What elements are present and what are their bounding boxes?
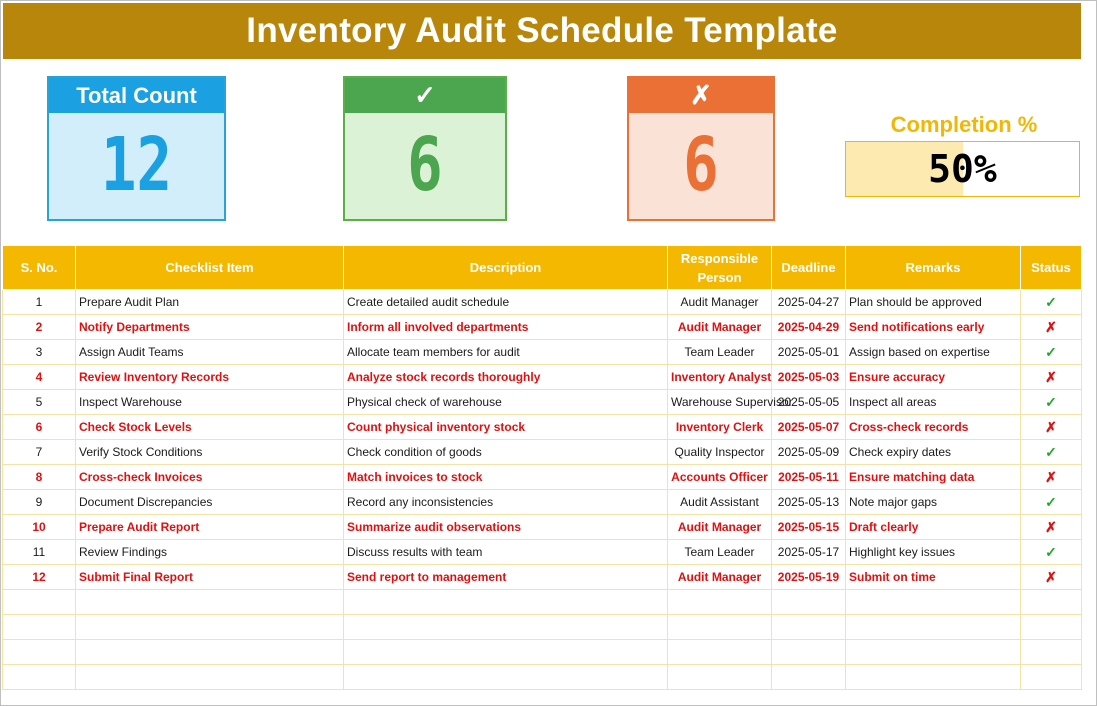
cell-checklist-item[interactable]: Document Discrepancies — [76, 490, 344, 515]
page-title: Inventory Audit Schedule Template — [3, 3, 1081, 59]
cell-sno[interactable]: 1 — [3, 290, 76, 315]
table-row[interactable] — [3, 490, 1082, 515]
empty-cell[interactable] — [1021, 640, 1082, 665]
cell-remarks[interactable]: Inspect all areas — [846, 390, 1021, 415]
empty-cell[interactable] — [1021, 590, 1082, 615]
empty-cell[interactable] — [76, 640, 344, 665]
header-sno[interactable]: S. No. — [3, 246, 76, 290]
cell-remarks[interactable]: Plan should be approved — [846, 290, 1021, 315]
status-cross-icon[interactable]: ✗ — [1021, 415, 1082, 440]
cell-checklist-item[interactable]: Review Findings — [76, 540, 344, 565]
completion-label: Completion % — [890, 112, 1038, 137]
empty-cell[interactable] — [76, 590, 344, 615]
cell-remarks[interactable]: Submit on time — [846, 565, 1021, 590]
cell-description[interactable]: Inform all involved departments — [344, 315, 668, 340]
status-check-icon[interactable]: ✓ — [1021, 390, 1082, 415]
status-cross-icon[interactable]: ✗ — [1021, 315, 1082, 340]
header-status[interactable]: Status — [1021, 246, 1082, 290]
cell-sno[interactable]: 8 — [3, 465, 76, 490]
status-check-icon[interactable]: ✓ — [1021, 290, 1082, 315]
status-check-icon[interactable]: ✓ — [1021, 540, 1082, 565]
cell-checklist-item[interactable]: Prepare Audit Plan — [76, 290, 344, 315]
empty-cell[interactable] — [846, 665, 1021, 690]
empty-cell[interactable] — [1021, 615, 1082, 640]
cell-remarks[interactable]: Draft clearly — [846, 515, 1021, 540]
header-checklist-item[interactable]: Checklist Item — [76, 246, 344, 290]
empty-cell[interactable] — [3, 665, 76, 690]
cell-sno[interactable]: 5 — [3, 390, 76, 415]
cell-deadline[interactable]: 2025-05-13 — [772, 490, 846, 515]
cell-description[interactable]: Summarize audit observations — [344, 515, 668, 540]
cell-checklist-item[interactable]: Notify Departments — [76, 315, 344, 340]
completed-count-value: 6 — [407, 122, 443, 208]
table-row[interactable] — [3, 440, 1082, 465]
empty-cell[interactable] — [772, 590, 846, 615]
cell-remarks[interactable]: Ensure accuracy — [846, 365, 1021, 390]
status-cross-icon[interactable]: ✗ — [1021, 565, 1082, 590]
cell-description[interactable]: Create detailed audit schedule — [344, 290, 668, 315]
cell-deadline[interactable]: 2025-05-19 — [772, 565, 846, 590]
cell-sno[interactable]: 6 — [3, 415, 76, 440]
cell-responsible-person[interactable]: Team Leader — [668, 340, 772, 365]
empty-cell[interactable] — [772, 615, 846, 640]
empty-cell[interactable] — [344, 665, 668, 690]
table-row[interactable] — [3, 340, 1082, 365]
cell-remarks[interactable]: Ensure matching data — [846, 465, 1021, 490]
table-row[interactable] — [3, 290, 1082, 315]
pending-count-card — [627, 76, 775, 221]
cell-description[interactable]: Physical check of warehouse — [344, 390, 668, 415]
empty-cell[interactable] — [772, 640, 846, 665]
table-row[interactable] — [3, 565, 1082, 590]
cell-responsible-person[interactable]: Audit Manager — [668, 565, 772, 590]
cell-checklist-item[interactable]: Check Stock Levels — [76, 415, 344, 440]
header-remarks[interactable]: Remarks — [846, 246, 1021, 290]
empty-row[interactable] — [3, 590, 1082, 615]
cell-description[interactable]: Discuss results with team — [344, 540, 668, 565]
cell-checklist-item[interactable]: Assign Audit Teams — [76, 340, 344, 365]
status-check-icon[interactable]: ✓ — [1021, 490, 1082, 515]
table-row[interactable] — [3, 365, 1082, 390]
cell-sno[interactable]: 9 — [3, 490, 76, 515]
empty-cell[interactable] — [76, 665, 344, 690]
cell-description[interactable]: Record any inconsistencies — [344, 490, 668, 515]
total-count-card — [47, 76, 226, 221]
table-header-row — [3, 246, 1082, 290]
cell-responsible-person[interactable]: Audit Manager — [668, 515, 772, 540]
empty-cell[interactable] — [846, 615, 1021, 640]
table-row[interactable] — [3, 465, 1082, 490]
empty-cell[interactable] — [3, 590, 76, 615]
empty-row[interactable] — [3, 640, 1082, 665]
cell-sno[interactable]: 3 — [3, 340, 76, 365]
cell-deadline[interactable]: 2025-05-05 — [772, 390, 846, 415]
status-cross-icon[interactable]: ✗ — [1021, 365, 1082, 390]
empty-cell[interactable] — [3, 640, 76, 665]
cell-description[interactable]: Count physical inventory stock — [344, 415, 668, 440]
cell-responsible-person[interactable]: Warehouse Supervisor — [668, 390, 772, 415]
cell-description[interactable]: Analyze stock records thoroughly — [344, 365, 668, 390]
cell-responsible-person[interactable]: Audit Manager — [668, 290, 772, 315]
cell-remarks[interactable]: Note major gaps — [846, 490, 1021, 515]
cell-responsible-person[interactable]: Audit Manager — [668, 315, 772, 340]
cell-checklist-item[interactable]: Prepare Audit Report — [76, 515, 344, 540]
total-count-value: 12 — [100, 122, 173, 208]
empty-cell[interactable] — [668, 640, 772, 665]
completed-count-card — [343, 76, 507, 221]
header-deadline[interactable]: Deadline — [772, 246, 846, 290]
cell-responsible-person[interactable]: Inventory Analyst — [668, 365, 772, 390]
status-check-icon[interactable]: ✓ — [1021, 340, 1082, 365]
cell-sno[interactable]: 11 — [3, 540, 76, 565]
cell-deadline[interactable]: 2025-05-07 — [772, 415, 846, 440]
check-icon: ✓ — [345, 78, 505, 113]
empty-cell[interactable] — [668, 590, 772, 615]
cell-responsible-person[interactable]: Inventory Clerk — [668, 415, 772, 440]
cell-deadline[interactable]: 2025-05-09 — [772, 440, 846, 465]
table-row[interactable] — [3, 390, 1082, 415]
empty-cell[interactable] — [76, 615, 344, 640]
cell-checklist-item[interactable]: Verify Stock Conditions — [76, 440, 344, 465]
status-check-icon[interactable]: ✓ — [1021, 440, 1082, 465]
cell-responsible-person[interactable]: Audit Assistant — [668, 490, 772, 515]
cell-responsible-person[interactable]: Accounts Officer — [668, 465, 772, 490]
checklist-table — [2, 245, 1082, 690]
cell-sno[interactable]: 4 — [3, 365, 76, 390]
cell-sno[interactable]: 2 — [3, 315, 76, 340]
cell-remarks[interactable]: Send notifications early — [846, 315, 1021, 340]
cell-sno[interactable]: 7 — [3, 440, 76, 465]
empty-cell[interactable] — [344, 590, 668, 615]
table-row[interactable] — [3, 540, 1082, 565]
empty-cell[interactable] — [1021, 665, 1082, 690]
cell-sno[interactable]: 12 — [3, 565, 76, 590]
cell-remarks[interactable]: Highlight key issues — [846, 540, 1021, 565]
cell-description[interactable]: Check condition of goods — [344, 440, 668, 465]
empty-cell[interactable] — [846, 640, 1021, 665]
empty-cell[interactable] — [3, 615, 76, 640]
empty-cell[interactable] — [344, 615, 668, 640]
completion-value: 50% — [928, 147, 997, 191]
cross-icon: ✗ — [629, 78, 773, 113]
completion-progress-bar — [845, 141, 1080, 197]
table-row[interactable] — [3, 415, 1082, 440]
cell-description[interactable]: Send report to management — [344, 565, 668, 590]
empty-cell[interactable] — [846, 590, 1021, 615]
cell-checklist-item[interactable]: Inspect Warehouse — [76, 390, 344, 415]
cell-remarks[interactable]: Check expiry dates — [846, 440, 1021, 465]
table-row[interactable] — [3, 515, 1082, 540]
empty-row[interactable] — [3, 615, 1082, 640]
empty-cell[interactable] — [772, 665, 846, 690]
empty-cell[interactable] — [668, 665, 772, 690]
header-description[interactable]: Description — [344, 246, 668, 290]
cell-deadline[interactable]: 2025-05-15 — [772, 515, 846, 540]
cell-deadline[interactable]: 2025-05-17 — [772, 540, 846, 565]
empty-cell[interactable] — [344, 640, 668, 665]
cell-deadline[interactable]: 2025-05-03 — [772, 365, 846, 390]
cell-checklist-item[interactable]: Cross-check Invoices — [76, 465, 344, 490]
cell-checklist-item[interactable]: Review Inventory Records — [76, 365, 344, 390]
empty-row[interactable] — [3, 665, 1082, 690]
table-body — [3, 290, 1082, 690]
header-responsible-person[interactable]: Responsible Person — [668, 246, 772, 290]
cell-description[interactable]: Match invoices to stock — [344, 465, 668, 490]
empty-cell[interactable] — [668, 615, 772, 640]
status-cross-icon[interactable]: ✗ — [1021, 465, 1082, 490]
cell-checklist-item[interactable]: Submit Final Report — [76, 565, 344, 590]
cell-deadline[interactable]: 2025-05-11 — [772, 465, 846, 490]
cell-deadline[interactable]: 2025-04-27 — [772, 290, 846, 315]
table-row[interactable] — [3, 315, 1082, 340]
total-count-label: Total Count — [49, 78, 224, 113]
cell-sno[interactable]: 10 — [3, 515, 76, 540]
cell-deadline[interactable]: 2025-05-01 — [772, 340, 846, 365]
pending-count-value: 6 — [683, 122, 719, 208]
cell-responsible-person[interactable]: Team Leader — [668, 540, 772, 565]
cell-description[interactable]: Allocate team members for audit — [344, 340, 668, 365]
status-cross-icon[interactable]: ✗ — [1021, 515, 1082, 540]
cell-remarks[interactable]: Cross-check records — [846, 415, 1021, 440]
cell-remarks[interactable]: Assign based on expertise — [846, 340, 1021, 365]
cell-deadline[interactable]: 2025-04-29 — [772, 315, 846, 340]
cell-responsible-person[interactable]: Quality Inspector — [668, 440, 772, 465]
